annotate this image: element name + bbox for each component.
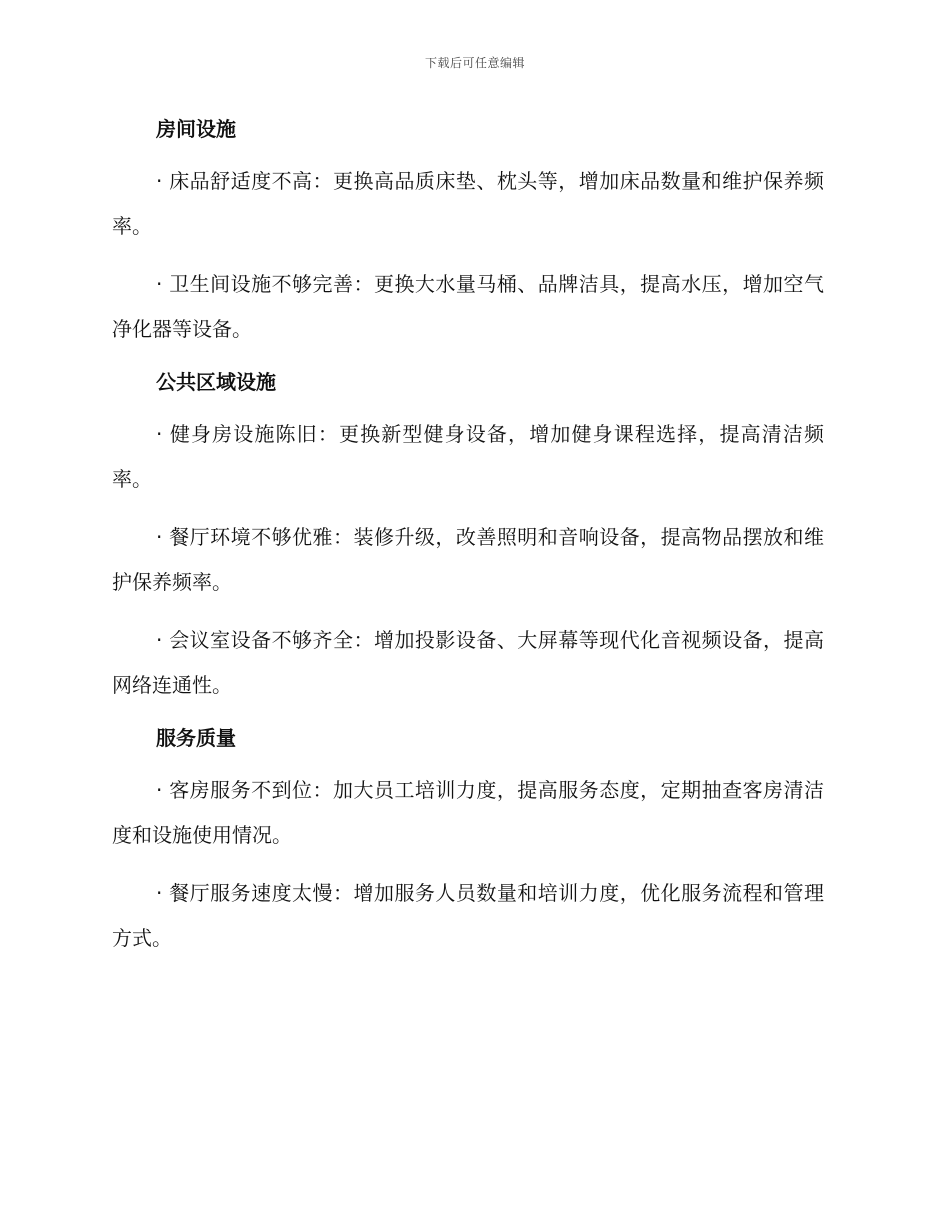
header-note: 下载后可任意编辑 — [424, 56, 525, 70]
section-title-room-facilities: 房间设施 — [156, 117, 236, 141]
bullet-item: · 会议室设备不够齐全：增加投影设备、大屏幕等现代化音视频设备，提高网络连通性。 — [112, 628, 824, 697]
section-title-public-area-facilities: 公共区域设施 — [156, 370, 276, 394]
bullet-item: · 餐厅服务速度太慢：增加服务人员数量和培训力度，优化服务流程和管理方式。 — [112, 881, 824, 950]
section-title-service-quality: 服务质量 — [156, 726, 236, 750]
bullet-item: · 床品舒适度不高：更换高品质床垫、枕头等，增加床品数量和维护保养频率。 — [112, 169, 824, 238]
document-body — [112, 112, 824, 961]
bullet-item: · 卫生间设施不够完善：更换大水量马桶、品牌洁具，提高水压，增加空气净化器等设备。 — [112, 272, 824, 341]
bullet-item: · 客房服务不到位：加大员工培训力度，提高服务态度，定期抽查客房清洁度和设施使用情况。 — [112, 778, 824, 847]
bullet-item: · 餐厅环境不够优雅：装修升级，改善照明和音响设备，提高物品摆放和维护保养频率。 — [112, 525, 824, 594]
bullet-item: · 健身房设施陈旧：更换新型健身设备，增加健身课程选择，提高清洁频率。 — [112, 422, 824, 491]
